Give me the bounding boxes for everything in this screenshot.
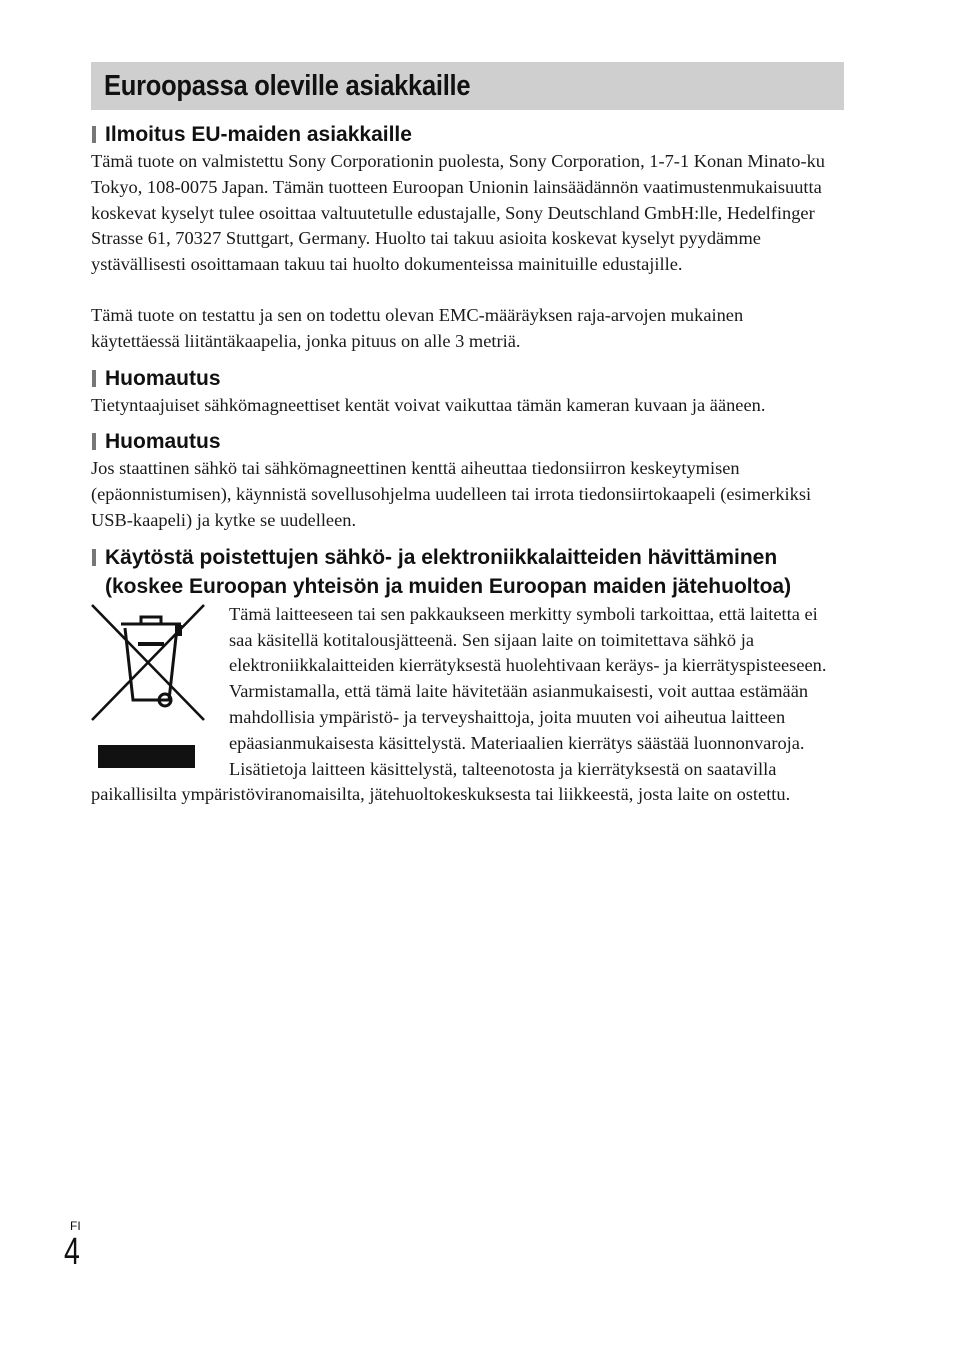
- section-note-static: [91, 427, 836, 533]
- footer-language-code: FI: [70, 1219, 81, 1233]
- section-paragraph: Jos staattinen sähkö tai sähkömagneettinen kenttä aiheuttaa tiedonsiirron keskeytymisen (epäonnistumisen), käynnistä sovellusohjelma uudelleen tai irrota tiedonsiirtokaapeli (esimerkiksi USB-kaapeli) ja kytke se uudelleen.: [91, 458, 812, 530]
- section-paragraph: Tämä laitteeseen tai sen pakkaukseen merkitty symboli tarkoittaa, että laitetta ei saa käsitellä kotitalousjätteenä. Sen sijaan laite on toimitettava sähkö ja elektroniikkalaitteiden kierrätyksestä huolehtivaan keräys- ja kierrätyspisteeseen. Varmistamalla, että tämä laite hävitetään asianmukaisesti, voit auttaa estämään mahdollisia ympäristö- ja terveyshaittoja, joita muuten voi aiheutua laitteen epäasianmukaisesta käsittelystä. Materiaalien kierrätys säästää luonnonvaroja. Lisätietoja laitteen käsittelystä, talteenotosta ja kierrätyksestä on saatavilla paikallisilta ympäristöviranomaisilta, jätehuoltokeskuksesta tai liikkeestä, josta laite on ostettu.: [91, 603, 827, 805]
- section-paragraph: Tämä tuote on testattu ja sen on todettu olevan EMC-määräyksen raja-arvojen mukainen käytettäessä liitäntäkaapelia, jonka pituus on alle 3 metriä.: [91, 304, 744, 351]
- page-title: Euroopassa oleville asiakkaille: [104, 70, 471, 102]
- section-note-emf: [91, 364, 836, 419]
- section-heading: Ilmoitus EU-maiden asiakkaille: [91, 120, 836, 149]
- crossed-out-wheelie-bin-icon: [89, 604, 215, 774]
- section-eu-notice: [91, 120, 836, 355]
- section-paragraph: Tämä tuote on valmistettu Sony Corporationin puolesta, Sony Corporation, 1-7-1 Konan Minato-ku Tokyo, 108-0075 Japan. Tämän tuotteen Euroopan Unionin lainsäädännön vaatimustenmukaisuutta koskevat kyselyt tulee osoittaa valtuutetulle edustajalle, Sony Deutschland GmbH:lle, Hedelfinger Strasse 61, 70327 Stuttgart, Germany. Huolto tai takuu asioita koskevat kyselyt pyydämme ystävällisesti osoittamaan takuu tai huolto dokumenteissa mainituille edustajille.: [91, 151, 825, 275]
- section-heading: Käytöstä poistettujen sähkö- ja elektroniikkalaitteiden hävittäminen (koskee Euroopan yhteisön ja muiden Euroopan maiden jätehuoltoa): [91, 543, 836, 601]
- section-weee: [91, 543, 836, 808]
- section-heading: Huomautus: [91, 364, 836, 393]
- section-paragraph: Tietyntaajuiset sähkömagneettiset kentät voivat vaikuttaa tämän kameran kuvaan ja ääneen.: [91, 394, 766, 415]
- weee-content: [91, 602, 836, 808]
- page-title-bar: [91, 62, 844, 110]
- footer-page-number: 4: [64, 1231, 80, 1273]
- section-heading: Huomautus: [91, 427, 836, 456]
- page-content: [91, 120, 836, 817]
